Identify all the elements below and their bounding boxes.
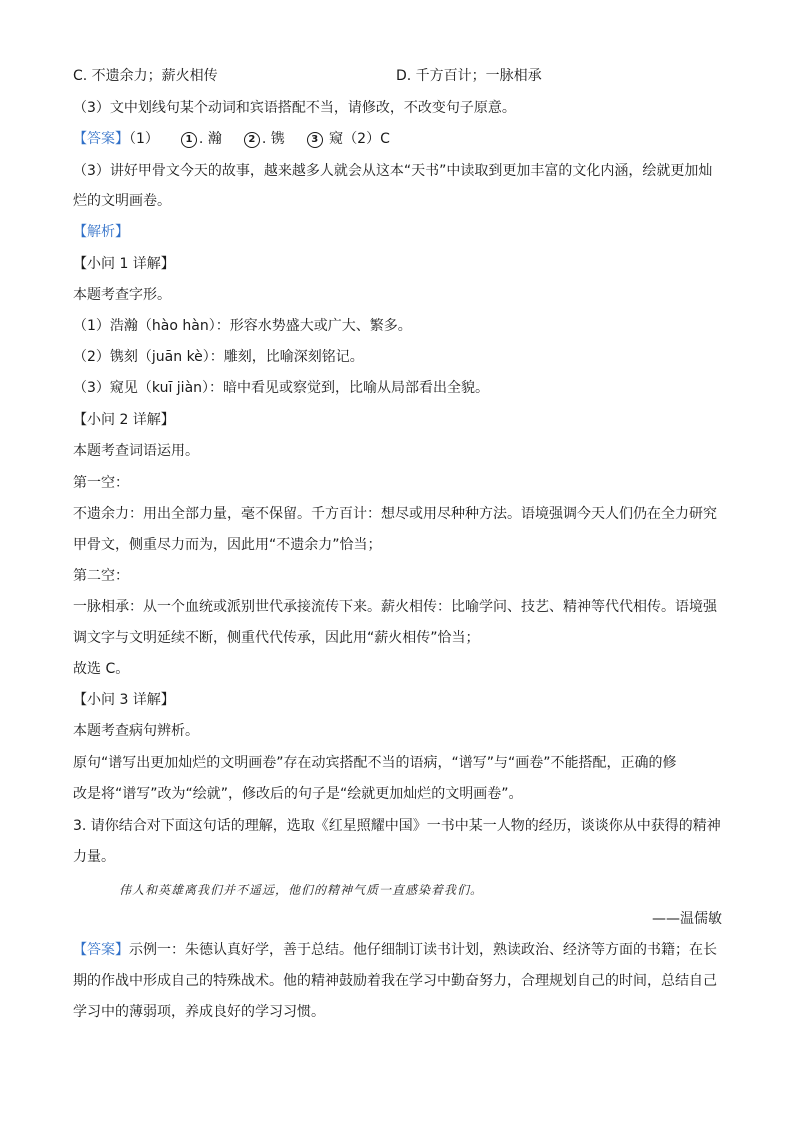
answer-item-2: . 镌 [261,131,285,147]
analysis-label: 【解析】 [73,224,129,240]
sub3-line1: 原句“谱写出更加灿烂的文明画卷”存在动宾搭配不当的语病，“谱写”与“画卷”不能搭配，正确的修 [73,755,677,771]
option-line [73,66,722,86]
answer-line [73,129,722,149]
answer-part3-line1: （3）讲好甲骨文今天的故事，越来越多人就会从这本“天书”中读取到更加丰富的文化内涵，绘就更加灿 [73,163,713,179]
answer-part2: （2）C [343,131,390,147]
question-3-prompt: （3）文中划线句某个动词和宾语搭配不当，请修改，不改变句子原意。 [73,100,516,116]
sub1-line-2: （2）镌刻（juān kè）：雕刻，比喻深刻铭记。 [73,349,364,365]
circled-number-3: 3 [307,132,323,148]
quote-text: 伟人和英雄离我们并不遥远，他们的精神气质一直感染着我们。 [119,883,484,897]
question-4-answer-line1 [73,940,722,960]
question-4-line2: 力量。 [73,849,115,865]
sub1-line-3: （3）窥见（kuī jiàn）：暗中看见或察觉到，比喻从局部看出全貌。 [73,380,490,396]
answer-label: 【答案】 [73,131,129,147]
q4-answer-text1: 示例一：朱德认真好学，善于总结。他仔细制订读书计划，熟读政治、经济等方面的书籍；在长 [129,942,717,958]
sub2-blank2-line2: 调文字与文明延续不断，侧重代代传承，因此用“薪火相传”恰当； [73,630,480,646]
sub2-blank1: 第一空： [73,475,129,491]
quote-signature: ——温儒敏 [652,911,722,927]
question-4-answer-line2: 期的作战中形成自己的特殊战术。他的精神鼓励着我在学习中勤奋努力，合理规划自己的时间，总结自己 [73,973,717,989]
q4-answer-label: 【答案】 [73,942,129,958]
answer-part3-line2: 烂的文明画卷。 [73,193,171,209]
answer-item-3: 窥 [324,131,344,147]
option-d: D. 千方百计；一脉相承 [396,68,542,84]
question-4-line1: 3. 请你结合对下面这句话的理解，选取《红星照耀中国》一书中某一人物的经历，谈谈你从中获得的精神 [73,818,721,834]
sub2-blank2: 第二空： [73,568,129,584]
answer-item-1: . 瀚 [198,131,222,147]
sub2-choice: 故选 C。 [73,661,130,677]
sub1-title: 【小问 1 详解】 [73,256,175,272]
sub2-blank2-line1: 一脉相承：从一个血统或派别世代承接流传下来。薪火相传：比喻学问、技艺、精神等代代相传。语境强 [73,599,717,615]
sub2-blank1-line1: 不遗余力：用出全部力量，毫不保留。千方百计：想尽或用尽种种方法。语境强调今天人们仍在全力研究 [73,506,717,522]
sub3-line2: 改是将“谱写”改为“绘就”，修改后的句子是“绘就更加灿烂的文明画卷”。 [73,786,523,802]
sub3-title: 【小问 3 详解】 [73,692,175,708]
sub2-intro: 本题考查词语运用。 [73,443,199,459]
sub2-blank1-line2: 甲骨文，侧重尽力而为，因此用“不遗余力”恰当； [73,537,382,553]
circled-number-1: 1 [181,132,197,148]
question-4-answer-line3: 学习中的薄弱项，养成良好的学习习惯。 [73,1004,325,1020]
circled-number-2: 2 [244,132,260,148]
option-c: C. 不遗余力；薪火相传 [73,68,218,84]
sub2-title: 【小问 2 详解】 [73,412,175,428]
sub1-line-1: （1）浩瀚（hào hàn）：形容水势盛大或广大、繁多。 [73,318,412,334]
answer-part1-prefix: （1） [129,131,159,147]
sub3-intro: 本题考查病句辨析。 [73,723,199,739]
sub1-intro: 本题考查字形。 [73,287,171,303]
